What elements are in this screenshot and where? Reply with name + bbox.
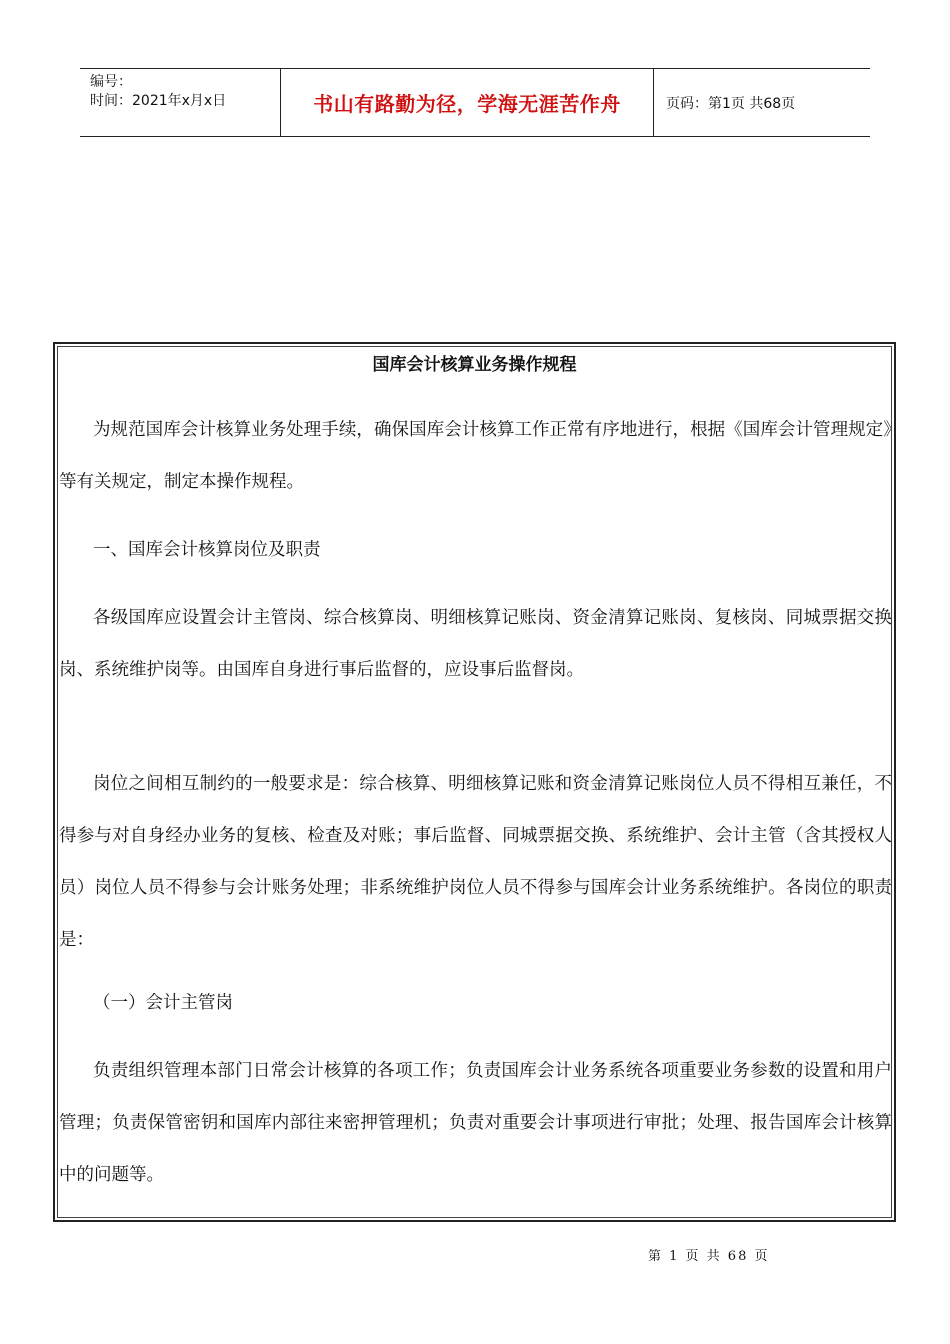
page-footer: 第 1 页 共 68 页 — [648, 1249, 770, 1264]
header-meta-cell — [80, 69, 281, 136]
paragraph-constraints: 岗位之间相互制约的一般要求是：综合核算、明细核算记账和资金清算记账岗位人员不得相互兼任，不得参与对自身经办业务的复核、检查及对账；事后监督、同城票据交换、系统维护、会计主管（含其授权人员）岗位人员不得参与会计账务处理；非系统维护岗位人员不得参与国库会计业务系统维护。各岗位的职责是： — [59, 774, 892, 950]
header-page-info: 页码：第1页 共68页 — [666, 95, 796, 112]
section-heading: 一、国库会计核算岗位及职责 — [93, 540, 321, 560]
paragraph-supervisor-duties: 负责组织管理本部门日常会计核算的各项工作；负责国库会计业务系统各项重要业务参数的设置和用户管理；负责保管密钥和国库内部往来密押管理机；负责对重要会计事项进行审批；处理、报告国库会计核算中的问题等。 — [59, 1061, 892, 1185]
time-label: 时间：2021年x月x日 — [90, 93, 227, 109]
page-header — [80, 68, 870, 137]
subsection-heading: （一）会计主管岗 — [93, 993, 233, 1013]
code-label: 编号： — [90, 74, 132, 90]
document-title: 国库会计核算业务操作规程 — [372, 355, 577, 375]
header-motto: 书山有路勤为径，学海无涯苦作舟 — [281, 69, 654, 136]
document-frame — [53, 342, 896, 1222]
paragraph-intro: 为规范国库会计核算业务处理手续，确保国库会计核算工作正常有序地进行，根据《国库会计管理规定》等有关规定，制定本操作规程。 — [59, 420, 892, 492]
paragraph-posts: 各级国库应设置会计主管岗、综合核算岗、明细核算记账岗、资金清算记账岗、复核岗、同城票据交换岗、系统维护岗等。由国库自身进行事后监督的，应设事后监督岗。 — [59, 608, 892, 680]
